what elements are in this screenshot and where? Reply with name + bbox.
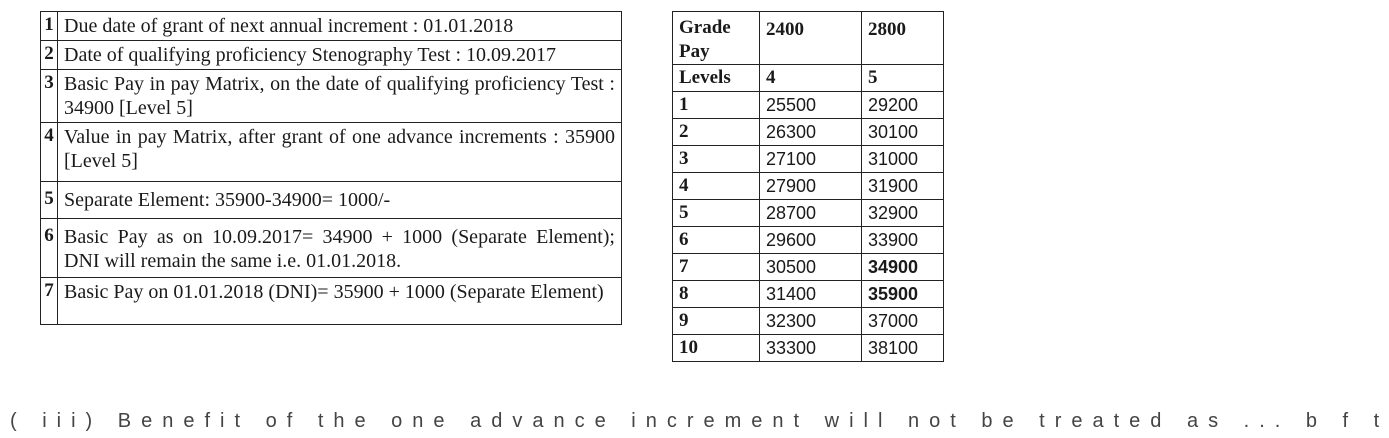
pay-cell-advanced: 35900 xyxy=(862,281,944,308)
row-number: 6 xyxy=(41,219,58,278)
pay-cell: 31400 xyxy=(760,281,862,308)
row-text: Basic Pay in pay Matrix, on the date of qualifying proficiency Test : 34900 [Level 5] xyxy=(58,70,622,123)
table-row xyxy=(41,182,622,219)
table-row xyxy=(41,70,622,123)
levels-row xyxy=(673,65,944,92)
pay-cell: 30100 xyxy=(862,119,944,146)
table-row xyxy=(41,278,622,325)
pay-cell: 38100 xyxy=(862,335,944,362)
table-row xyxy=(41,12,622,41)
level-cell: 4 xyxy=(673,173,760,200)
pay-cell: 27900 xyxy=(760,173,862,200)
level-cell: 10 xyxy=(673,335,760,362)
level-cell: 7 xyxy=(673,254,760,281)
row-number: 4 xyxy=(41,123,58,182)
row-text: Value in pay Matrix, after grant of one advance increments : 35900 [Level 5] xyxy=(58,123,622,182)
pay-cell-current: 34900 xyxy=(862,254,944,281)
level-cell: 6 xyxy=(673,227,760,254)
row-number: 5 xyxy=(41,182,58,219)
table-row xyxy=(673,335,944,362)
pay-cell: 30500 xyxy=(760,254,862,281)
level-value: 4 xyxy=(760,65,862,92)
increment-details-table xyxy=(40,11,622,325)
level-value: 5 xyxy=(862,65,944,92)
table-row xyxy=(673,92,944,119)
row-number: 1 xyxy=(41,12,58,41)
level-cell: 3 xyxy=(673,146,760,173)
pay-cell: 29600 xyxy=(760,227,862,254)
cut-off-text-line: ( iii) Benefit of the one advance increment will not be treated as ... b f t xyxy=(10,410,1389,432)
pay-cell: 33300 xyxy=(760,335,862,362)
table-row xyxy=(673,146,944,173)
row-number: 3 xyxy=(41,70,58,123)
table-row xyxy=(673,308,944,335)
pay-cell: 27100 xyxy=(760,146,862,173)
table-row xyxy=(673,254,944,281)
level-cell: 1 xyxy=(673,92,760,119)
pay-cell: 32300 xyxy=(760,308,862,335)
table-row xyxy=(673,227,944,254)
table-row xyxy=(673,173,944,200)
levels-label: Levels xyxy=(673,65,760,92)
level-cell: 2 xyxy=(673,119,760,146)
pay-cell: 28700 xyxy=(760,200,862,227)
row-text: Date of qualifying proficiency Stenography Test : 10.09.2017 xyxy=(58,41,622,70)
table-row xyxy=(41,41,622,70)
table-row xyxy=(673,119,944,146)
level-cell: 9 xyxy=(673,308,760,335)
level-cell: 8 xyxy=(673,281,760,308)
row-text: Separate Element: 35900-34900= 1000/- xyxy=(58,182,622,219)
pay-cell: 33900 xyxy=(862,227,944,254)
row-number: 2 xyxy=(41,41,58,70)
grade-pay-value: 2400 xyxy=(760,12,862,65)
table-row xyxy=(41,219,622,278)
row-number: 7 xyxy=(41,278,58,325)
pay-cell: 29200 xyxy=(862,92,944,119)
pay-cell: 32900 xyxy=(862,200,944,227)
pay-matrix-table xyxy=(672,11,944,362)
pay-cell: 31900 xyxy=(862,173,944,200)
row-text: Basic Pay as on 10.09.2017= 34900 + 1000 (Separate Element); DNI will remain the same i.e. 01.01.2018. xyxy=(58,219,622,278)
grade-pay-row xyxy=(673,12,944,65)
table-row xyxy=(673,281,944,308)
table-row xyxy=(673,200,944,227)
pay-cell: 25500 xyxy=(760,92,862,119)
row-text: Basic Pay on 01.01.2018 (DNI)= 35900 + 1000 (Separate Element) xyxy=(58,278,622,325)
grade-pay-label: Grade Pay xyxy=(673,12,760,65)
grade-pay-value: 2800 xyxy=(862,12,944,65)
pay-cell: 31000 xyxy=(862,146,944,173)
row-text: Due date of grant of next annual increment : 01.01.2018 xyxy=(58,12,622,41)
pay-cell: 37000 xyxy=(862,308,944,335)
pay-cell: 26300 xyxy=(760,119,862,146)
table-row xyxy=(41,123,622,182)
level-cell: 5 xyxy=(673,200,760,227)
